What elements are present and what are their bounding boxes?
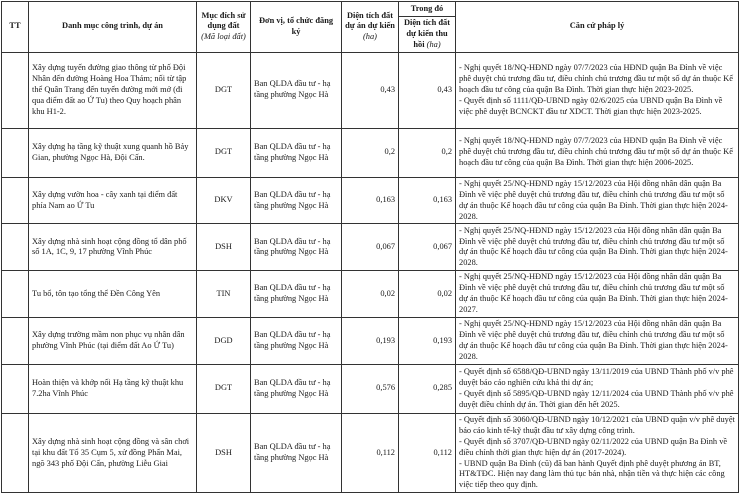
row-land-code: DKV	[197, 177, 251, 224]
header-recover-unit: (ha)	[426, 39, 441, 49]
legal-item: - Nghị quyết 25/NQ-HĐND ngày 15/12/2023 của Hội đồng nhân dân quận Ba Đình về việc phê duyệt chủ trương đầu tư, điều chỉnh chủ trương đầu tư một số dự án thuộc Kế hoạch đầu tư công của quận Ba Đình. Thời gian thực hiện 2024-2028.	[459, 225, 728, 268]
row-unit: Ban QLDA đầu tư - hạ tầng phường Ngọc Hà	[251, 224, 342, 271]
header-recover-label: Diện tích đất dự kiến thu hồi	[403, 18, 451, 49]
legal-item: - Quyết định số 3707/QĐ-UBND ngày 02/11/2022 của UBND quận Ba Đình về điều chỉnh thời gian thực hiện dự án (2017-2024).	[459, 436, 728, 457]
row-tt	[2, 413, 29, 492]
row-project: Xây dựng trường mầm non phục vụ nhân dân phường Vĩnh Phúc (tại điểm đất Ao Ứ Tu)	[29, 318, 197, 365]
row-recover: 0,2	[399, 128, 456, 177]
table-body	[2, 52, 739, 493]
header-unit: Đơn vị, tổ chức đăng ký	[251, 2, 342, 53]
row-legal-basis	[456, 271, 739, 318]
header-area-label: Diện tích đất dự án dự kiến	[345, 10, 395, 31]
row-legal-basis	[456, 52, 739, 128]
row-land-code: DGT	[197, 52, 251, 128]
row-tt	[2, 364, 29, 413]
header-within: Trong đó	[399, 2, 456, 17]
row-project: Xây dựng nhà sinh hoạt cộng đồng tổ dân phố số 1A, 1C, 9, 17 phường Vĩnh Phúc	[29, 224, 197, 271]
row-project: Xây dựng tuyến đường giao thông từ phố Đội Nhân đến đường Hoàng Hoa Thám; nối từ tập thể Quân Trang đến tuyến đường mới mở (đi qua điểm đất ao Ứ Tu) theo Quy hoạch phân khu H1-2.	[29, 52, 197, 128]
row-project: Xây dựng vườn hoa - cây xanh tại điểm đất phía Nam ao Ứ Tu	[29, 177, 197, 224]
table-row	[2, 413, 739, 492]
header-area-unit: (ha)	[363, 32, 377, 42]
row-recover: 0,285	[399, 364, 456, 413]
legal-item: - Nghị quyết 18/NQ-HĐND ngày 07/7/2023 của HĐND quận Ba Đình về việc phê duyệt chủ trương đầu tư, điều chỉnh chủ trương đầu tư một số dự án thuộc Kế hoạch đầu tư công của quận Ba Đình. Thời gian thực hiện 2023-2025.	[459, 62, 733, 94]
row-legal-basis	[456, 177, 739, 224]
legal-item: - UBND quận Ba Đình (cũ) đã ban hành Quyết định phê duyệt phương án BT, HT&TĐC. Hiện nay đang làm thủ tục bán nhà, nhận tiền và thực hiện các công việc tiếp theo quy định.	[459, 458, 725, 490]
row-land-code: DGD	[197, 318, 251, 365]
row-tt	[2, 224, 29, 271]
table-row	[2, 52, 739, 128]
legal-item: - Quyết định số 3060/QĐ-UBND ngày 10/12/2021 của UBND quận v/v phê duyệt báo cáo kinh tế-kỹ thuật đầu tư xây dựng công trình.	[459, 414, 735, 435]
row-area: 0,576	[342, 364, 399, 413]
legal-item: - Nghị quyết 25/NQ-HĐND ngày 15/12/2023 của Hội đồng nhân dân quận Ba Đình về việc phê duyệt chủ trương đầu tư, điều chỉnh chủ trương đầu tư một số dự án thuộc Kế hoạch đầu tư công của quận Ba Đình. Thời gian thực hiện 2024-2028.	[459, 319, 728, 361]
row-recover: 0,43	[399, 52, 456, 128]
legal-item: - Quyết định số 5895/QĐ-UBND ngày 12/11/2024 của UBND Thành phố v/v phê duyệt điều chỉnh dự án. Thời gian đến hết 2025.	[459, 388, 734, 409]
table-row	[2, 128, 739, 177]
row-recover: 0,067	[399, 224, 456, 271]
row-recover: 0,112	[399, 413, 456, 492]
header-legal: Căn cứ pháp lý	[456, 2, 739, 53]
table-row	[2, 177, 739, 224]
row-area: 0,193	[342, 318, 399, 365]
row-area: 0,163	[342, 177, 399, 224]
row-land-code: DGT	[197, 128, 251, 177]
row-tt	[2, 318, 29, 365]
row-tt	[2, 177, 29, 224]
header-purpose-note: (Mã loại đất)	[201, 32, 246, 42]
row-recover: 0,163	[399, 177, 456, 224]
row-tt	[2, 128, 29, 177]
row-unit: Ban QLDA đầu tư - hạ tầng phường Ngọc Hà	[251, 271, 342, 318]
row-unit: Ban QLDA đầu tư - hạ tầng phường Ngọc Hà	[251, 413, 342, 492]
row-land-code: TIN	[197, 271, 251, 318]
row-unit: Ban QLDA đầu tư - hạ tầng phường Ngọc Hà	[251, 128, 342, 177]
table-row	[2, 271, 739, 318]
table-row	[2, 224, 739, 271]
row-project: Xây dựng hạ tầng kỹ thuật xung quanh hồ Bảy Gian, phường Ngọc Hà, Đội Cấn.	[29, 128, 197, 177]
row-unit: Ban QLDA đầu tư - hạ tầng phường Ngọc Hà	[251, 177, 342, 224]
row-area: 0,112	[342, 413, 399, 492]
row-land-code: DSH	[197, 413, 251, 492]
row-area: 0,2	[342, 128, 399, 177]
row-legal-basis	[456, 413, 739, 492]
row-unit: Ban QLDA đầu tư - hạ tầng phường Ngọc Hà	[251, 52, 342, 128]
header-tt: TT	[2, 2, 29, 53]
header-project: Danh mục công trình, dự án	[29, 2, 197, 53]
legal-item: - Nghị quyết 25/NQ-HĐND ngày 15/12/2023 của Hội đồng nhân dân quận Ba Đình về việc phê duyệt chủ trương đầu tư, điều chỉnh chủ trương đầu tư một số dự án thuộc Kế hoạch đầu tư công của quận Ba Đình. Thời gian thực hiện 2024-2028.	[459, 178, 728, 221]
table-row	[2, 364, 739, 413]
row-unit: Ban QLDA đầu tư - hạ tầng phường Ngọc Hà	[251, 364, 342, 413]
row-legal-basis	[456, 318, 739, 365]
table-row	[2, 318, 739, 365]
row-unit: Ban QLDA đầu tư - hạ tầng phường Ngọc Hà	[251, 318, 342, 365]
row-tt	[2, 52, 29, 128]
row-legal-basis	[456, 128, 739, 177]
row-land-code: DSH	[197, 224, 251, 271]
row-area: 0,02	[342, 271, 399, 318]
header-purpose-label: Mục đích sử dụng đất	[201, 10, 246, 31]
header-area	[342, 2, 399, 53]
legal-item: - Quyết định số 1111/QĐ-UBND ngày 02/6/2025 của UBND quận Ba Đình về việc phê duyệt BCNCKT đầu tư XDCT. Thời gian thực hiện 2023-2025.	[459, 95, 723, 116]
table-header	[2, 2, 739, 53]
row-legal-basis	[456, 224, 739, 271]
row-legal-basis	[456, 364, 739, 413]
row-project: Hoàn thiện và khớp nối Hạ tầng kỹ thuật khu 7.2ha Vĩnh Phúc	[29, 364, 197, 413]
header-purpose	[197, 2, 251, 53]
row-recover: 0,193	[399, 318, 456, 365]
row-project: Tu bổ, tôn tạo tổng thể Đền Công Yên	[29, 271, 197, 318]
legal-item: - Quyết định số 6588/QĐ-UBND ngày 13/11/2019 của UBND Thành phố v/v phê duyệt báo cáo nghiên cứu khả thi dự án;	[459, 366, 734, 387]
header-recover	[399, 17, 456, 53]
row-recover: 0,02	[399, 271, 456, 318]
row-tt	[2, 271, 29, 318]
row-project: Xây dựng nhà sinh hoạt cộng đồng và sân chơi tại khu đất Tổ 35 Cụm 5, xử đồng Phấn Mai, ngõ 343 phố Đội Cấn, phường Liễu Giai	[29, 413, 197, 492]
legal-item: - Nghị quyết 25/NQ-HĐND ngày 15/12/2023 của Hội đồng nhân dân quận Ba Đình về việc phê duyệt chủ trương đầu tư, điều chỉnh chủ trương đầu tư một số dự án thuộc Kế hoạch đầu tư công của quận Ba Đình. Thời gian thực hiện 2024-2027.	[459, 272, 728, 315]
row-land-code: DGT	[197, 364, 251, 413]
row-area: 0,43	[342, 52, 399, 128]
legal-item: - Nghị quyết 18/NQ-HĐND ngày 07/7/2023 của HĐND quận Ba Đình về việc phê duyệt chủ trương đầu tư, điều chỉnh chủ trương đầu tư một số dự án thuộc Kế hoạch đầu tư công của quận Ba Đình. Thời gian thực hiện 2006-2025.	[459, 136, 733, 168]
land-use-table	[1, 1, 739, 493]
row-area: 0,067	[342, 224, 399, 271]
